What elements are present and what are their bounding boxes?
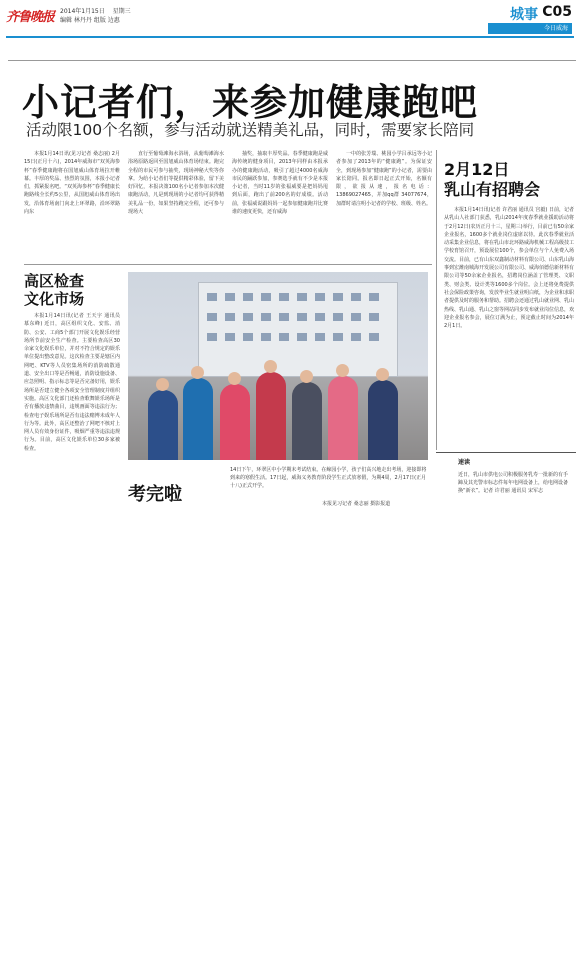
- window: [261, 313, 271, 321]
- window: [225, 313, 235, 321]
- student-head: [156, 378, 169, 391]
- issue-meta: [60, 6, 137, 15]
- student-head: [228, 372, 241, 385]
- student-head: [376, 368, 389, 381]
- brief-box: [436, 452, 576, 524]
- student-head: [264, 360, 277, 373]
- window: [297, 293, 307, 301]
- student-figure: [256, 372, 286, 460]
- window: [369, 333, 379, 341]
- window: [315, 333, 325, 341]
- editor-credit: 编辑 林丹丹: [60, 17, 92, 24]
- window: [207, 313, 217, 321]
- students-photo: [128, 272, 428, 460]
- column-divider: [436, 150, 437, 450]
- culture-story: 本报1月14日讯(记者 王天宇 通讯员 慕东峰) 近日，高区组织文化、安监、消防、公安、工商5个部门开展文化娱乐经营场所节前安全生产检查。主要检查高区30余家文化娱乐单位，并对不符合规定的娱乐单位提出整改意见。这次检查主要是辖区内网吧、KTV等人员密集场所的消防疏散通道、安全出口等是否畅通，消防设施设备、应急照明、指示标志等是否完备好用，娱乐场所是否建立健全各项安全管理制度并组织实施。高区文化部门还检查歌舞娱乐场所是否有播放违禁曲目，违规画面等违法行为；检查电子娱乐场所是否有违法赌博未成年人行为等。此外，高区还整治了网吧不核对上网人员有效身份证件，吸烟严重等违法违规行为。目前，高区文化娱乐单位30多家被检查。: [24, 313, 120, 452]
- student-head: [191, 366, 204, 379]
- window: [351, 313, 361, 321]
- school-building: [198, 282, 398, 377]
- window: [243, 313, 253, 321]
- window: [279, 293, 289, 301]
- window: [207, 333, 217, 341]
- window: [243, 293, 253, 301]
- student-figure: [183, 378, 213, 460]
- window: [333, 333, 343, 341]
- issue-date: 2014年1月15日: [60, 8, 105, 15]
- recruit-headline: [444, 160, 540, 200]
- designer-credit: 组版 边惠: [93, 17, 120, 24]
- main-story-col-1: 本报1月14日讯(见习记者 桑志丽) 2月15日(正月十六)，2014年威海市“双英海参杯”春季健康跑将在国旭威山体育场拉开帷幕。丰厚的奖品、热烈的氛围，本报小记者们，抓紧报名吧。“双英海参杯”春季健康长跑路线全长约5公里，从国旭威山体育场出发，沿体育场南门向北上环翠路，沿环翠路向东: [24, 151, 120, 216]
- window: [279, 333, 289, 341]
- issue-weekday: 星期三: [112, 8, 131, 15]
- recruit-story: 本报1月14日讯(记者 许君丽 通讯员 宫毅) 日前，记者从乳山人社部门获悉，乳山2014年度春季就业援助活动将于2月12日(农历正月十三，星期三)举行，目前已有50余家企业报名，1600多个就业岗位虚席以待。此次春季就业活动采集企业信息，将在乳山市北环路威海机械工程高级技工学校育馆召开，预设展位100个，参会单位与个人免费入场交流。目前，已有山东双鑫制动材料有限公司、山东乳山海事到宏潍南城海开发展公司有限公司、威海佰德信新材料有限公司等50余家企业报名，招聘岗位涵盖了管理类、文职类、财会类、设计类等1600多个岗位。会上还将免费提供社会保险政策咨询，发放毕业生就业明白纸，为企业和求职者提供及时的服务和帮助。招聘会还通过乳山就业网、乳山热线、乳山通、乳山之窗等网站同步发布就业岗位信息，欢迎企业报名参会，展位订满为止，预定截止时间为2014年2月1日。: [444, 207, 574, 330]
- section-name: 城事: [510, 7, 538, 23]
- newspaper-logo: 齐鲁晚报: [6, 10, 55, 25]
- culture-headline: [24, 272, 84, 308]
- credit-meta: [60, 15, 120, 24]
- window: [261, 333, 271, 341]
- student-head: [300, 370, 313, 383]
- window: [351, 293, 361, 301]
- page-subhead: 活动限100个名额，参与活动就送精美礼品，同时，需要家长陪同: [26, 121, 475, 139]
- window: [225, 333, 235, 341]
- window: [261, 293, 271, 301]
- photo-headline: 考完啦: [128, 484, 182, 505]
- brief-text: 近日，乳山市供电公司积极服务乳寿一批新的有手蹄及其光警市标志件每年电网设备上，给电网设备换“新衣”。记者 许君丽 通讯员 宋军志: [458, 472, 569, 494]
- student-figure: [220, 384, 250, 460]
- culture-headline-line: 高区检查 文化市场: [24, 272, 85, 308]
- window: [315, 313, 325, 321]
- header-rule: [6, 36, 574, 38]
- section-header: [488, 4, 572, 34]
- main-story-col-3: 抽奖，抽取丰厚奖品。春季健康跑是威海传统的健身项目，2013年同样由本报承办的健康跑活动，吸引了超过4000名威海市民的踊跃参加，参赛选手就有不少是本报小记者，当时11岁的张福威要是把妈妈甩到后面，跑出了前200名的好成绩。活动前，张福威说跟妈妈一起参加健康跑并比赛谁的速度更快，还有威海: [232, 151, 328, 216]
- section-divider: [24, 264, 432, 265]
- window: [297, 333, 307, 341]
- page-headline: 小记者们，来参加健康跑吧: [22, 81, 478, 124]
- photo-caption: 14日下午，环翠区中小学期末考试结束。在鲸园小学，孩子们高兴地走出考场，迎接即将到来的寒假生活。17日起，威海义务教育阶段学生正式放寒假，为期4周，2月17日(正月十八)正式开学。: [230, 467, 427, 489]
- window: [369, 293, 379, 301]
- student-figure: [328, 376, 358, 460]
- window: [225, 293, 235, 301]
- window: [297, 313, 307, 321]
- window: [279, 313, 289, 321]
- photo-byline: 本报见习记者 桑志丽 摄影报道: [322, 501, 391, 507]
- section-tag: 今日威海: [488, 23, 572, 34]
- student-figure: [368, 380, 398, 460]
- student-figure: [148, 390, 178, 460]
- main-story-col-4: 一中的张芳瑞、桃园小学吕承远等小记者参加了2013年的“健康跑”。为保证安全，到现场参加“健康跑”的小记者，需要由家长陪同。报名即日起正式开始，名额有限，欲报从速，报名电话：13869027465，并加qq群 34077674，加群时请注明小记者的学校、班级、姓名。: [336, 151, 432, 207]
- window: [351, 333, 361, 341]
- window: [333, 313, 343, 321]
- window: [315, 293, 325, 301]
- masthead: [0, 0, 580, 40]
- window: [333, 293, 343, 301]
- recruit-headline-line: 2月12日 乳山有招聘会: [444, 160, 541, 199]
- window: [369, 313, 379, 321]
- story-top-rule: [8, 60, 576, 61]
- student-head: [336, 364, 349, 377]
- window: [207, 293, 217, 301]
- page-number: C05: [542, 4, 572, 20]
- window: [243, 333, 253, 341]
- main-story-col-2: 直行至葡萄滩海水浴场，从葡萄滩海水浴场原路返回至国旭威山体育场结束。跑完全程的市民可参与抽奖，现场神秘大奖等你拿。为给小记者们等提供精彩体验，留下美好回忆，本报决策100名小记者参加本次健康跑活动，凡是到现场的小记者均可获得精美礼品一份，如果坚持跑完全程，还可参与现场大: [128, 151, 224, 216]
- student-figure: [292, 382, 322, 460]
- brief-label: 速读: [458, 459, 471, 466]
